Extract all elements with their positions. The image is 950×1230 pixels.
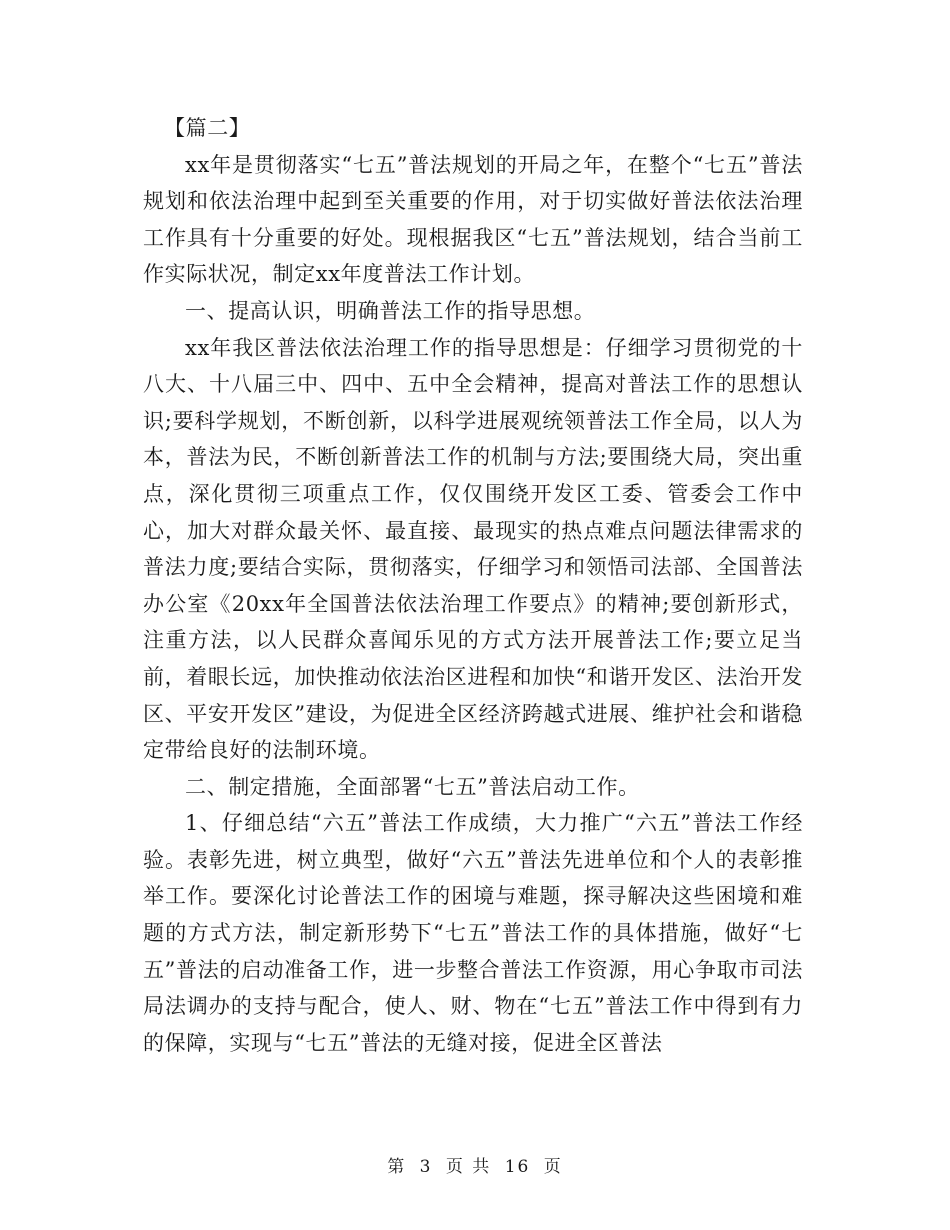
current-page-number: 3 — [419, 1157, 433, 1177]
total-page-count: 16 — [504, 1157, 531, 1177]
heading-one: 一、提高认识，明确普法工作的指导思想。 — [185, 298, 596, 323]
paragraph-guiding-thought: xx年我区普法依法治理工作的指导思想是：仔细学习贯彻党的十八大、十八届三中、四中、五中全会精神，提高对普法工作的思想认识;要科学规划，不断创新，以科学进展观统领普法工作全局，以人为本，普法为民，不断创新普法工作的机制与方法;要围绕大局，突出重点，深化贯彻三项重点工作，仅仅围绕开发区工委、管委会工作中心，加大对群众最关怀、最直接、最现实的热点难点问题法律需求的普法力度;要结合实际，贯彻落实，仔细学习和领悟司法部、全国普法办公室《20xx年全国普法依法治理工作要点》的精神;要创新形式，注重方法，以人民群众喜闻乐见的方式方法开展普法工作;要立足当前，着眼长远，加快推动依法治区进程和加快“和谐开发区、法治开发区、平安开发区”建设，为促进全区经济跨越式进展、维护社会和谐稳定带给良好的法制环境。 — [143, 335, 803, 763]
document-body — [143, 110, 803, 1061]
page-footer — [0, 1152, 950, 1177]
footer-suffix: 页 — [543, 1157, 563, 1177]
footer-middle: 页 共 — [445, 1157, 492, 1177]
paragraph-item-one: 1、仔细总结“六五”普法工作成绩，大力推广“六五”普法工作经验。表彰先进，树立典型，做好“六五”普法先进单位和个人的表彰推举工作。要深化讨论普法工作的困境与难题，探寻解决这些困境和难题的方式方法，制定新形势下“七五”普法工作的具体措施，做好“七五”普法的启动准备工作，进一步整合普法工作资源，用心争取市司法局法调办的支持与配合，使人、财、物在“七五”普法工作中得到有力的保障，实现与“七五”普法的无缝对接，促进全区普法 — [143, 811, 803, 1055]
heading-two: 二、制定措施，全面部署“七五”普法启动工作。 — [185, 774, 640, 799]
footer-prefix: 第 — [387, 1157, 407, 1177]
section-title: 【篇二】 — [164, 116, 251, 140]
paragraph-intro: xx年是贯彻落实“七五”普法规划的开局之年，在整个“七五”普法规划和依法治理中起到至关重要的作用，对于切实做好普法依法治理工作具有十分重要的好处。现根据我区“七五”普法规划，结合当前工作实际状况，制定xx年度普法工作计划。 — [143, 152, 803, 287]
